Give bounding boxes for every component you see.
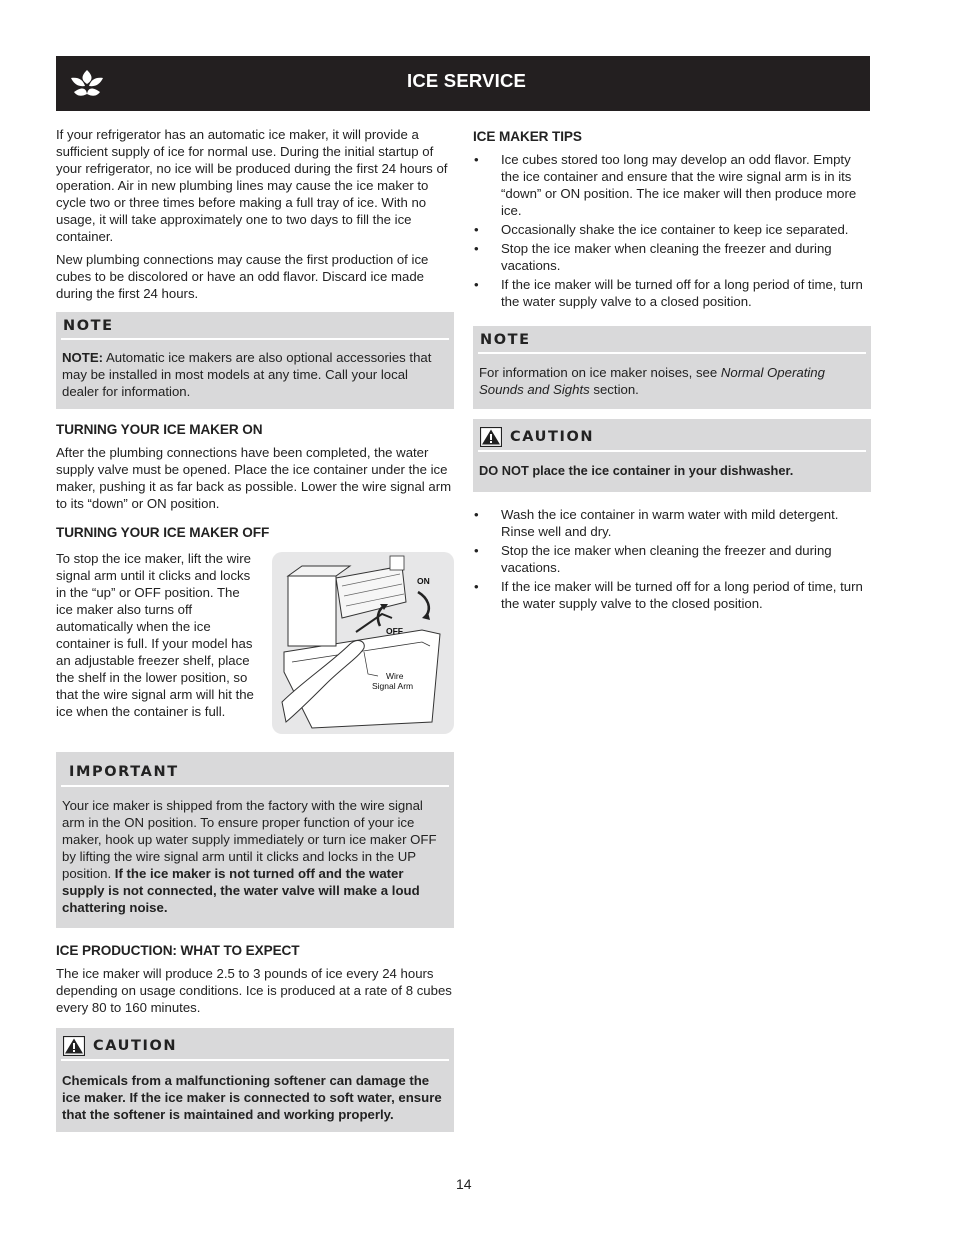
page-number: 14 (456, 1176, 472, 1192)
ice-maker-illustration (272, 552, 454, 734)
turning-on-heading: TURNING YOUR ICE MAKER ON (56, 422, 263, 437)
bullet: • (474, 222, 479, 237)
list-item: • Stop the ice maker when cleaning the freezer and during vacations. (474, 241, 832, 273)
left-column (56, 126, 454, 1140)
warning-icon (63, 1036, 85, 1056)
list-item: • Ice cubes stored too long may develop an odd flavor. Empty the ice container and ensure that the wire signal arm is in its “down” or ON position. The ice maker will then produce more ice. (474, 152, 857, 218)
intro-paragraph-2: New plumbing connections may cause the first production of ice cubes to be discolored or have an odd flavor. Discard ice made during the first 24 hours. (56, 252, 429, 301)
bullet: • (474, 543, 479, 558)
list-item: • Stop the ice maker when cleaning the freezer and during vacations. (474, 543, 832, 575)
bullet: • (474, 152, 479, 167)
warning-icon (480, 427, 502, 447)
note-heading: NOTE (61, 312, 449, 340)
list-item: • If the ice maker will be turned off for a long period of time, turn the water supply valve to a closed position. (474, 277, 863, 309)
ice-production-heading: ICE PRODUCTION: WHAT TO EXPECT (56, 943, 300, 958)
turning-off-text: To stop the ice maker, lift the wire signal arm until it clicks and locks in the “up” or OFF position. The ice maker also turns off automatically when the ice container is full. If your model has an adjustable freezer shelf, place the shelf in the lower position, so that the wire signal arm will hit the ice when the container is full. (56, 551, 254, 719)
tips-list (473, 151, 871, 310)
note-body (56, 340, 454, 409)
note-text: Automatic ice makers are also optional accessories that may be installed in most models at any time. Call your local dealer for information. (62, 350, 432, 399)
bullet: • (474, 507, 479, 522)
bullet: • (474, 241, 479, 256)
ice-maker-drawing (272, 552, 454, 734)
section-header (56, 56, 870, 111)
important-heading: IMPORTANT (61, 752, 449, 787)
note-heading-2: NOTE (478, 326, 866, 354)
list-item: • Occasionally shake the ice container to keep ice separated. (474, 222, 849, 237)
turning-off-section (56, 550, 454, 740)
important-box (56, 752, 454, 928)
ice-cube-leaf-icon (68, 67, 106, 101)
tips-heading: ICE MAKER TIPS (473, 129, 582, 144)
caution-heading-2: CAUTION (510, 428, 595, 445)
list-item: • If the ice maker will be turned off for a long period of time, turn the water supply valve to the closed position. (474, 579, 863, 611)
note-box (56, 312, 454, 409)
caution-box (56, 1028, 454, 1132)
important-body (56, 787, 454, 928)
note-box-2 (473, 326, 871, 409)
note-body-2: For information on ice maker noises, see Normal Operating Sounds and Sights section. (479, 365, 825, 397)
caution-heading: CAUTION (93, 1037, 178, 1054)
note-label: NOTE: (62, 350, 104, 365)
page-title: ICE SERVICE (407, 70, 527, 91)
label-on: ON (417, 576, 430, 586)
label-wire: Wire (386, 671, 404, 681)
caution-body: Chemicals from a malfunctioning softener can damage the ice maker. If the ice maker is connected to soft water, ensure that the softener is maintained and working properly. (62, 1073, 442, 1122)
care-list (473, 506, 871, 612)
turning-off-heading: TURNING YOUR ICE MAKER OFF (56, 525, 270, 540)
important-bold-text: If the ice maker is not turned off and the water supply is not connected, the water valve will make a loud chattering noise. (62, 866, 420, 915)
cross-reference: Normal Operating Sounds and Sights (479, 365, 825, 397)
caution-header-2 (478, 419, 866, 452)
ice-production-text: The ice maker will produce 2.5 to 3 pounds of ice every 24 hours depending on usage conditions. Ice is produced at a rate of 8 cubes every 80 to 160 minutes. (56, 966, 452, 1015)
right-column (473, 126, 871, 614)
caution-body-2: DO NOT place the ice container in your dishwasher. (479, 463, 794, 478)
turning-on-text: After the plumbing connections have been completed, the water supply valve must be opened. Place the ice container under the ice maker, pushing it as far back as possible. Lower the wire signal arm to its “down” or ON position. (56, 445, 452, 511)
intro-paragraph: If your refrigerator has an automatic ice maker, it will provide a sufficient supply of ice for normal use. During the initial startup of your refrigerator, no ice will be produced during the first 24 hours of operation. Air in new plumbing lines may cause the ice maker to cycle two or three times before making a full tray of ice. With no usage, it will take approximately one to two days to fill the ice container. (56, 127, 448, 244)
label-off: OFF (386, 626, 403, 636)
important-text: Your ice maker is shipped from the factory with the wire signal arm in the ON position. To ensure proper function of your ice maker, hook up water supply immediately or turn ice maker OFF by lifting the wire signal arm until it clicks and locks in the UP position. (62, 798, 437, 881)
list-item: • Wash the ice container in warm water with mild detergent. Rinse well and dry. (474, 507, 839, 539)
caution-box-2 (473, 419, 871, 492)
bullet: • (474, 579, 479, 594)
caution-header (61, 1028, 449, 1061)
label-signal-arm: Signal Arm (372, 681, 414, 691)
bullet: • (474, 277, 479, 292)
